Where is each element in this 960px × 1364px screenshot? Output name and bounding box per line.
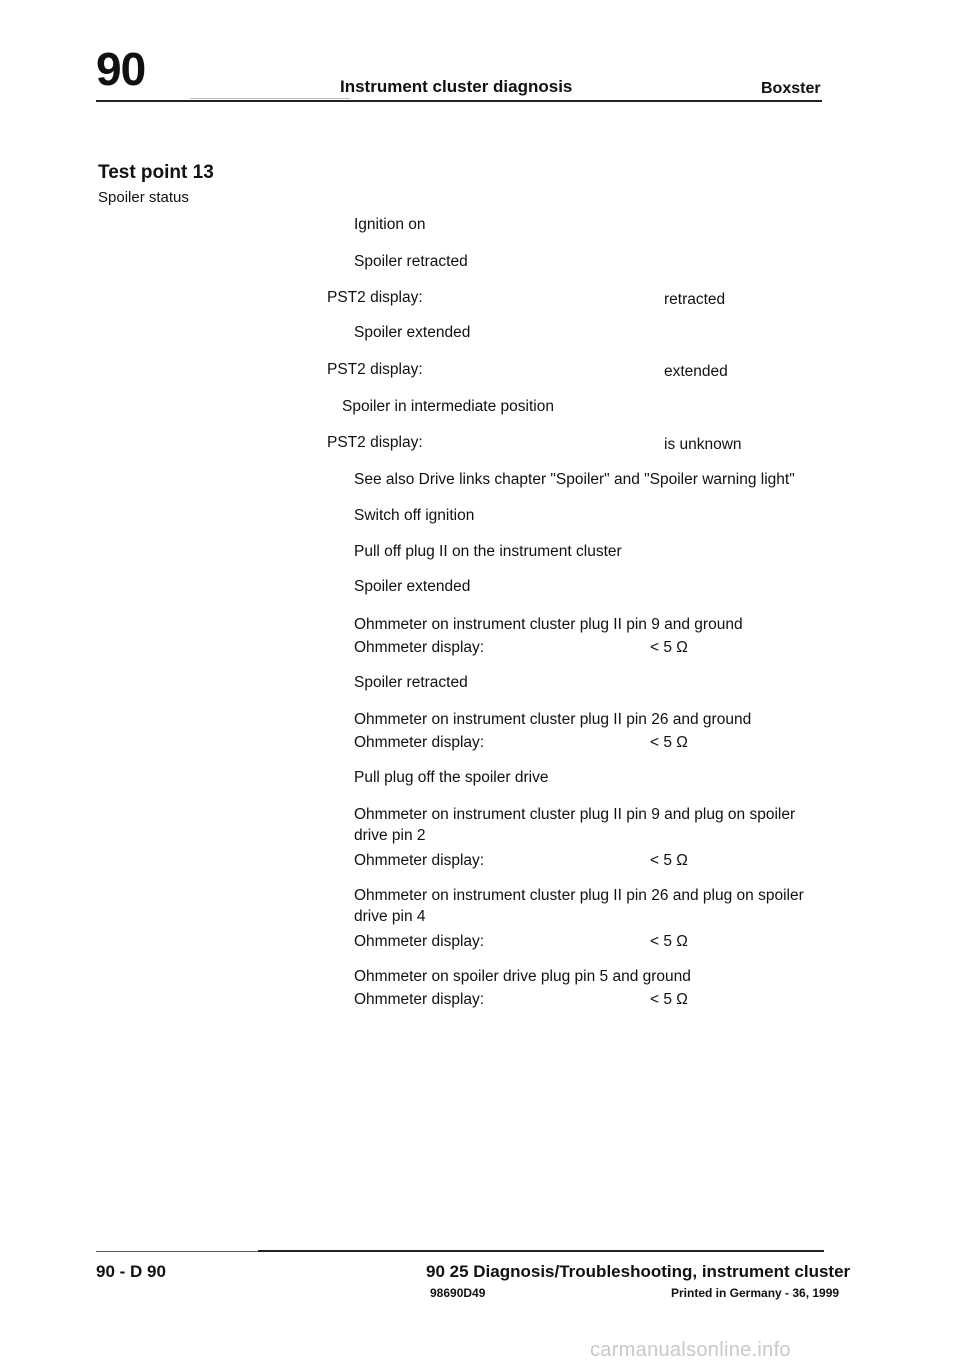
step-text: Spoiler in intermediate position [342, 398, 554, 415]
result-label: Ohmmeter display: [354, 734, 485, 751]
watermark: carmanualsonline.info [590, 1339, 791, 1361]
section-subtitle: Spoiler status [98, 189, 189, 206]
document-code: 98690D49 [430, 1286, 486, 1300]
header-title: Instrument cluster diagnosis [340, 77, 573, 96]
step-text: Ohmmeter on spoiler drive plug pin 5 and ground [354, 968, 691, 985]
step-text: Ohmmeter on instrument cluster plug II pin 9 and ground [354, 616, 743, 633]
step-text: Ohmmeter on instrument cluster plug II pin 9 and plug on spoiler drive pin 2 [354, 806, 796, 844]
footer-group-title: 90 25 Diagnosis/Troubleshooting, instrument cluster [426, 1262, 851, 1281]
result-label: Ohmmeter display: [354, 933, 485, 950]
step-text: Spoiler retracted [354, 253, 468, 270]
result-label: Ohmmeter display: [354, 639, 485, 656]
step-text: See also Drive links chapter "Spoiler" and "Spoiler warning light" [354, 471, 795, 488]
step-text: Pull plug off the spoiler drive [354, 769, 549, 786]
step-text: Spoiler extended [354, 578, 471, 595]
header-rule [96, 100, 822, 102]
result-value: < 5 Ω [650, 933, 688, 950]
step-text: Spoiler retracted [354, 674, 468, 691]
step-text: Ignition on [354, 216, 426, 233]
step-text: Spoiler extended [354, 324, 471, 341]
step-text: Ohmmeter on instrument cluster plug II pin 26 and ground [354, 711, 752, 728]
result-label: Ohmmeter display: [354, 852, 485, 869]
chapter-number: 90 [96, 43, 146, 95]
section-title: Test point 13 [98, 162, 214, 183]
step-text: Switch off ignition [354, 507, 475, 524]
result-label: PST2 display: [327, 361, 423, 378]
print-info: Printed in Germany - 36, 1999 [671, 1286, 840, 1300]
header-rule-accent [190, 98, 350, 99]
result-value: < 5 Ω [650, 991, 688, 1008]
result-label: PST2 display: [327, 434, 423, 451]
result-value: is unknown [664, 436, 742, 453]
result-value: < 5 Ω [650, 639, 688, 656]
result-value: < 5 Ω [650, 734, 688, 751]
step-text: Pull off plug II on the instrument cluster [354, 543, 622, 560]
result-value: extended [664, 363, 728, 380]
result-value: < 5 Ω [650, 852, 688, 869]
header-model: Boxster [761, 80, 821, 97]
result-label: Ohmmeter display: [354, 991, 485, 1008]
result-value: retracted [664, 291, 726, 308]
result-label: PST2 display: [327, 289, 423, 306]
step-text: Ohmmeter on instrument cluster plug II pin 26 and plug on spoiler drive pin 4 [354, 887, 804, 925]
page-number: 90 - D 90 [96, 1262, 166, 1281]
footer-rule-accent [258, 1250, 824, 1252]
